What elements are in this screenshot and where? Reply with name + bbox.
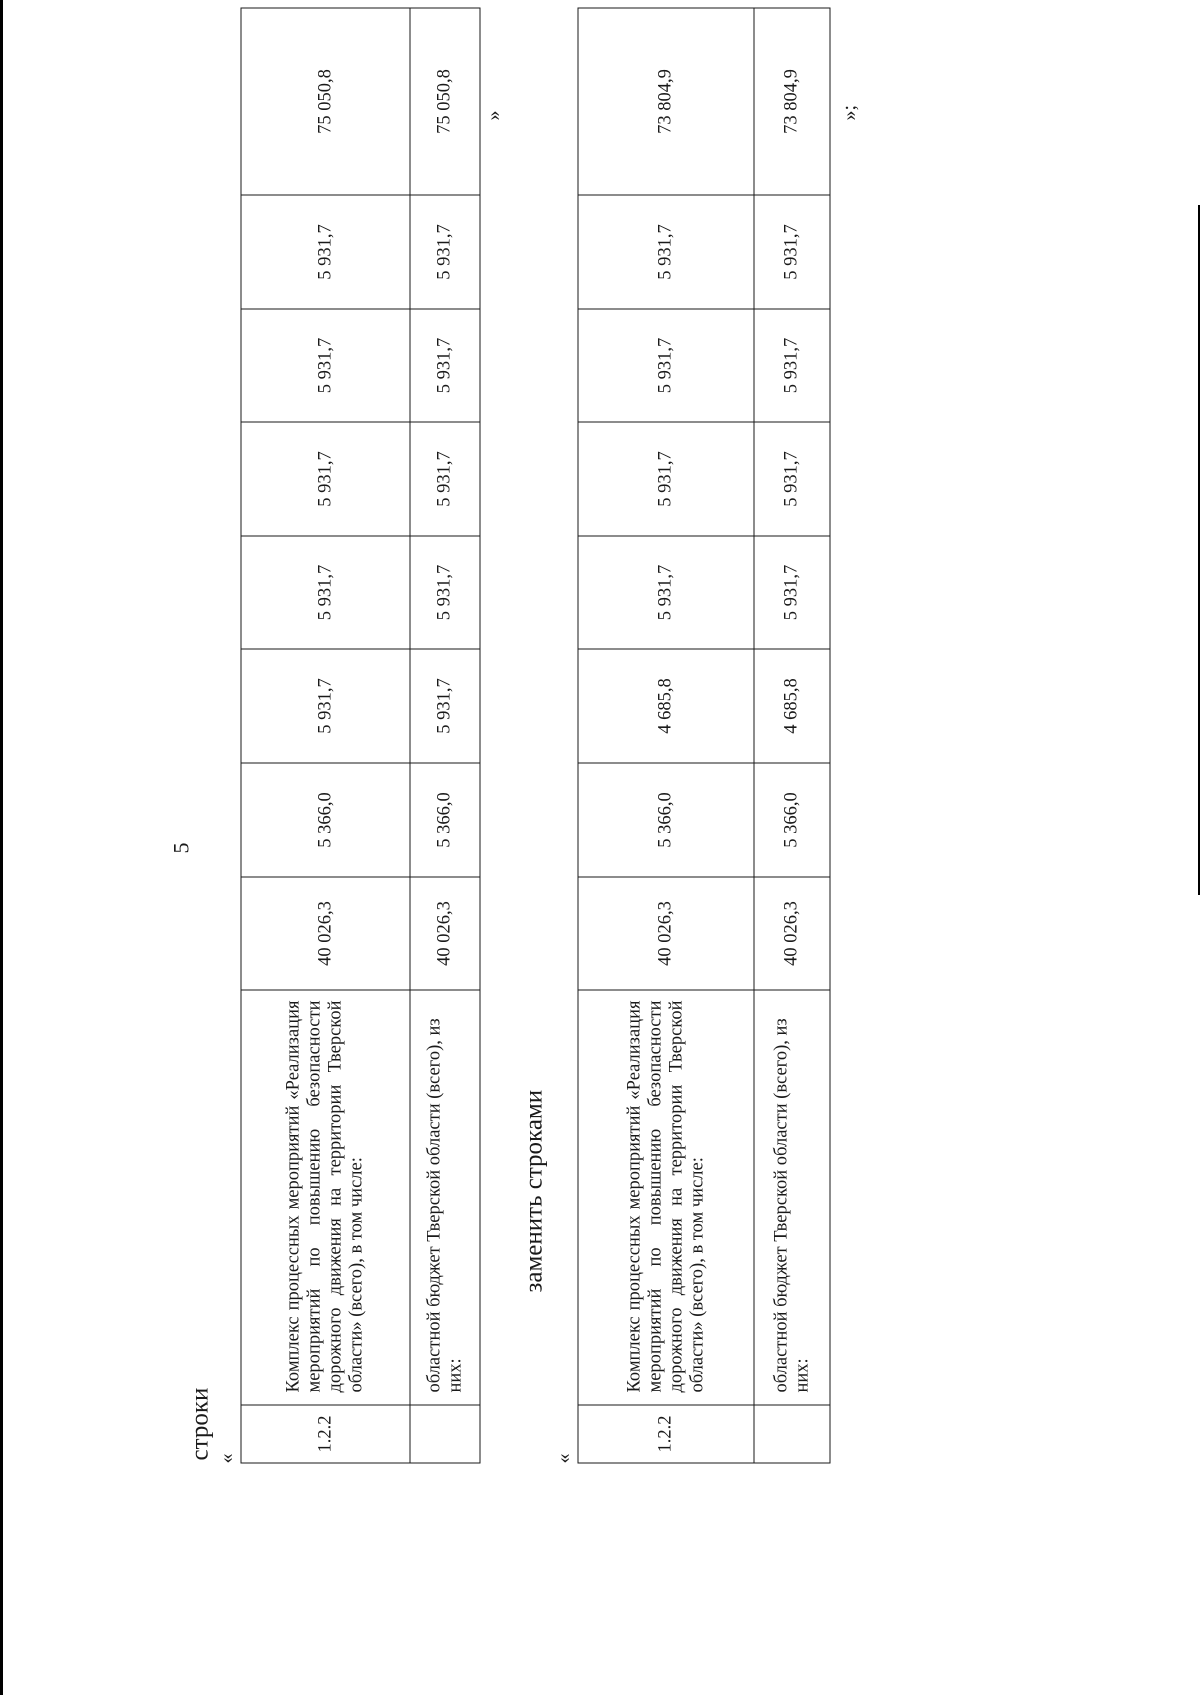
value-cell: 5 366,0 — [754, 763, 830, 877]
quote-open-second: « — [553, 1454, 576, 1464]
value-cell: 5 931,7 — [410, 536, 480, 649]
value-cell: 73 804,9 — [754, 8, 830, 195]
value-cell: 75 050,8 — [410, 8, 480, 195]
table-row — [754, 8, 830, 1463]
page-content-rotated — [1, 1, 1200, 1696]
value-cell: 5 931,7 — [241, 422, 410, 536]
row-description: областной бюджет Тверской области (всего), из них: — [754, 990, 830, 1405]
row-description: областной бюджет Тверской области (всего), из них: — [410, 990, 480, 1405]
row-description: Комплекс процессных мероприятий «Реализация мероприятий по повышению безопасности дорожного движения на территории Тверской области» (всего), в том числе: — [241, 990, 410, 1405]
quote-close-first: » — [483, 111, 506, 121]
value-cell: 5 931,7 — [578, 309, 754, 422]
value-cell: 4 685,8 — [578, 649, 754, 763]
table-row — [241, 8, 410, 1463]
value-cell: 4 685,8 — [754, 649, 830, 763]
value-cell: 5 931,7 — [754, 195, 830, 309]
value-cell: 5 931,7 — [241, 195, 410, 309]
row-code: 1.2.2 — [578, 1405, 754, 1463]
table-row — [410, 8, 480, 1463]
value-cell: 5 931,7 — [754, 309, 830, 422]
value-cell: 5 931,7 — [410, 422, 480, 536]
value-cell: 40 026,3 — [754, 877, 830, 990]
row-code: 1.2.2 — [241, 1405, 410, 1463]
value-cell: 5 931,7 — [241, 649, 410, 763]
value-cell: 5 931,7 — [410, 195, 480, 309]
table-old — [241, 8, 481, 1464]
row-description: Комплекс процессных мероприятий «Реализация мероприятий по повышению безопасности дорожного движения на территории Тверской области» (всего), в том числе: — [578, 990, 754, 1405]
value-cell: 5 366,0 — [578, 763, 754, 877]
table-row — [578, 8, 754, 1463]
value-cell: 5 366,0 — [241, 763, 410, 877]
value-cell: 5 931,7 — [754, 422, 830, 536]
row-code — [410, 1405, 480, 1463]
value-cell: 5 931,7 — [241, 309, 410, 422]
value-cell: 5 931,7 — [241, 536, 410, 649]
value-cell: 5 931,7 — [578, 195, 754, 309]
value-cell: 5 931,7 — [410, 309, 480, 422]
value-cell: 5 931,7 — [578, 536, 754, 649]
value-cell: 5 366,0 — [410, 763, 480, 877]
page-number: 5 — [169, 843, 195, 854]
value-cell: 40 026,3 — [410, 877, 480, 990]
value-cell: 40 026,3 — [241, 877, 410, 990]
value-cell: 5 931,7 — [578, 422, 754, 536]
value-cell: 73 804,9 — [578, 8, 754, 195]
value-cell: 5 931,7 — [410, 649, 480, 763]
row-code — [754, 1405, 830, 1463]
label-before: строки — [187, 1388, 215, 1461]
value-cell: 75 050,8 — [241, 8, 410, 195]
quote-open-first: « — [216, 1454, 239, 1464]
value-cell: 40 026,3 — [578, 877, 754, 990]
quote-close-second: »; — [839, 105, 862, 121]
value-cell: 5 931,7 — [754, 536, 830, 649]
label-after: заменить строками — [521, 1090, 549, 1293]
table-new — [578, 8, 831, 1464]
